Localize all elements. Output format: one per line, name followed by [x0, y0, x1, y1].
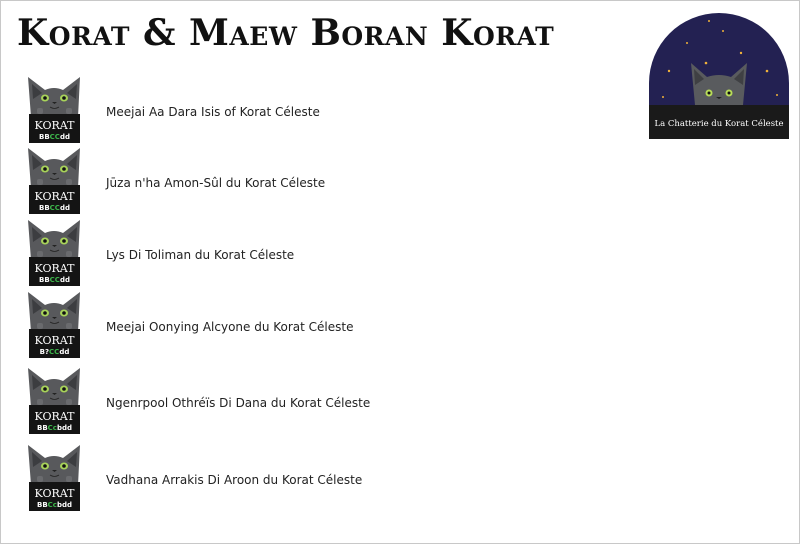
- cat-entry: [28, 75, 528, 143]
- genotype-code: [39, 133, 70, 141]
- genotype-segment: BB: [39, 276, 50, 284]
- genotype-segment: BB: [39, 204, 50, 212]
- korat-badge: [28, 146, 81, 214]
- genotype-segment: dd: [59, 204, 70, 212]
- cat-face-icon: [28, 77, 80, 117]
- cat-face-icon: [28, 368, 80, 408]
- cattery-logo: [649, 13, 789, 139]
- genotype-segment: CC: [49, 204, 60, 212]
- genotype-segment: BB: [39, 133, 50, 141]
- korat-badge: [28, 366, 81, 434]
- cat-name: Jūza n'ha Amon-Sûl du Korat Céleste: [106, 176, 326, 190]
- badge-title: KORAT: [34, 410, 75, 423]
- cat-face-icon: [28, 292, 80, 332]
- cat-name: Meejai Oonying Alcyone du Korat Céleste: [106, 320, 354, 334]
- cat-entry: [28, 146, 528, 214]
- genotype-code: [37, 424, 72, 432]
- genotype-segment: Cc: [47, 424, 57, 432]
- cat-name: Ngenrpool Othréïs Di Dana du Korat Céleste: [106, 396, 371, 410]
- genotype-segment: bdd: [56, 501, 73, 509]
- genotype-segment: BB: [36, 501, 48, 509]
- badge-title: KORAT: [34, 262, 75, 275]
- korat-badge: [28, 218, 81, 286]
- genotype-segment: CC: [49, 348, 60, 356]
- cat-entry: [28, 290, 528, 358]
- korat-badge: [28, 443, 81, 511]
- badge-title: KORAT: [34, 334, 75, 347]
- cat-name: Vadhana Arrakis Di Aroon du Korat Céleste: [106, 473, 363, 487]
- genotype-segment: CC: [49, 133, 60, 141]
- genotype-segment: dd: [59, 348, 70, 356]
- genotype-segment: bdd: [56, 424, 73, 432]
- cat-entry: [28, 443, 528, 511]
- genotype-segment: B?: [39, 348, 50, 356]
- genotype-code: [37, 501, 72, 509]
- genotype-segment: dd: [59, 133, 70, 141]
- genotype-code: [39, 204, 70, 212]
- cat-entry: [28, 366, 528, 434]
- cat-name: Lys Di Toliman du Korat Céleste: [106, 248, 295, 262]
- badge-title: KORAT: [34, 119, 75, 132]
- page-title: Korat & Maew Boran Korat: [17, 12, 555, 54]
- cat-face-icon: [28, 445, 80, 485]
- badge-title: KORAT: [34, 487, 75, 500]
- genotype-code: [40, 348, 70, 356]
- genotype-segment: CC: [49, 276, 60, 284]
- cat-face-icon: [28, 148, 80, 188]
- cat-entry: [28, 218, 528, 286]
- korat-badge: [28, 290, 81, 358]
- genotype-code: [39, 276, 70, 284]
- cat-face-icon: [28, 220, 80, 260]
- badge-title: KORAT: [34, 190, 75, 203]
- korat-badge: [28, 75, 81, 143]
- logo-caption: La Chatterie du Korat Céleste: [654, 119, 784, 129]
- genotype-segment: BB: [36, 424, 48, 432]
- genotype-segment: Cc: [47, 501, 57, 509]
- cat-name: Meejai Aa Dara Isis of Korat Céleste: [106, 105, 320, 119]
- genotype-segment: dd: [59, 276, 70, 284]
